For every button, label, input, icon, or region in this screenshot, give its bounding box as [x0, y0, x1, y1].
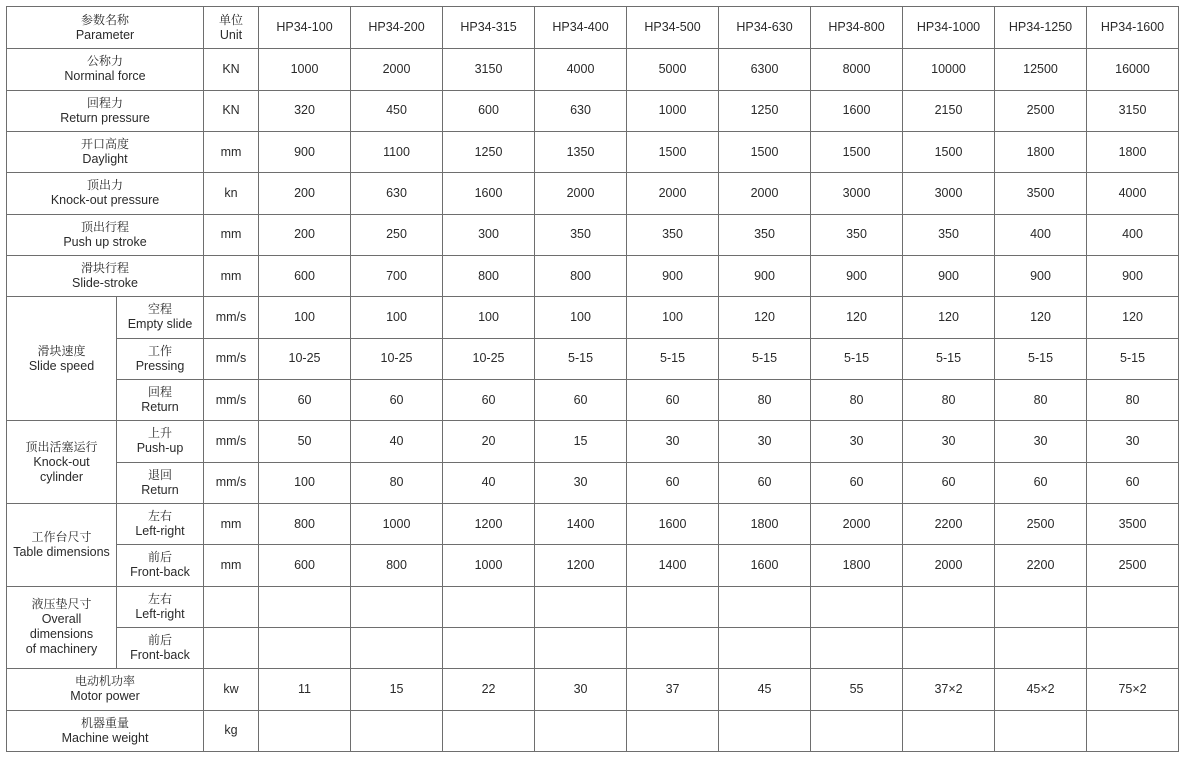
row-machine_weight-value [719, 710, 811, 751]
row-slide_speed-empty-value: 120 [903, 297, 995, 338]
model-header: HP34-1000 [903, 7, 995, 49]
row-slide_speed-return-value: 80 [903, 379, 995, 420]
row-daylight-value: 900 [259, 131, 351, 172]
row-machine_weight-value [995, 710, 1087, 751]
row-slide_speed-pressing-label-en: Pressing [135, 358, 185, 373]
row-slide_speed-pressing-value: 10-25 [443, 338, 535, 379]
row-knockout_cylinder-return-value: 60 [995, 462, 1087, 503]
row-pushup_stroke-value: 300 [443, 214, 535, 255]
row-return_pressure-value: 3150 [1087, 90, 1179, 131]
row-slide_stroke-value: 700 [351, 255, 443, 296]
row-slide_speed-empty-value: 100 [627, 297, 719, 338]
row-knockout_cylinder-return [7, 462, 1179, 503]
row-cushion_dimensions-front_back-value [535, 627, 627, 668]
row-slide_stroke-label-en: Slide-stroke [72, 276, 138, 291]
row-knockout_pressure-unit: kn [204, 173, 259, 214]
row-slide_speed-return-value: 60 [535, 379, 627, 420]
row-slide_speed-return-value: 60 [351, 379, 443, 420]
row-machine_weight-unit: kg [204, 710, 259, 751]
row-table_dimensions-left_right-label-zh: 左右 [148, 509, 173, 524]
row-knockout_cylinder-group-label-zh: 顶出活塞运行 [25, 439, 98, 454]
row-slide_speed-empty-unit: mm/s [204, 297, 259, 338]
row-table_dimensions-front_back-value: 2500 [1087, 545, 1179, 586]
row-cushion_dimensions-group-label-zh: 液压垫尺寸 [31, 597, 92, 612]
row-slide_speed-empty-value: 120 [995, 297, 1087, 338]
row-cushion_dimensions-left_right-value [535, 586, 627, 627]
row-cushion_dimensions-left_right-value [627, 586, 719, 627]
row-nominal_force [7, 49, 1179, 90]
row-cushion_dimensions-front_back-value [995, 627, 1087, 668]
row-cushion_dimensions-front_back-label-en: Front-back [130, 648, 190, 663]
row-cushion_dimensions-group-label-en-3: of machinery [25, 642, 98, 657]
row-return_pressure-value: 600 [443, 90, 535, 131]
row-slide_speed-empty-value: 100 [351, 297, 443, 338]
row-slide_stroke-unit: mm [204, 255, 259, 296]
row-cushion_dimensions-front_back-value [811, 627, 903, 668]
model-header: HP34-500 [627, 7, 719, 49]
row-slide_speed-return-value: 60 [443, 379, 535, 420]
row-slide_speed-empty-value: 100 [535, 297, 627, 338]
row-cushion_dimensions-front_back-value [259, 627, 351, 668]
parameter-header-en: Parameter [75, 27, 135, 42]
row-cushion_dimensions-left_right-value [903, 586, 995, 627]
row-motor_power-value: 55 [811, 669, 903, 710]
row-knockout_cylinder-pushup-value: 30 [995, 421, 1087, 462]
row-table_dimensions-left_right-value: 1200 [443, 503, 535, 544]
row-cushion_dimensions-front_back-label [117, 627, 204, 668]
row-cushion_dimensions-left_right-label-en: Left-right [135, 606, 185, 621]
row-slide_stroke-value: 800 [443, 255, 535, 296]
row-knockout_cylinder-pushup-value: 30 [719, 421, 811, 462]
row-table_dimensions-front_back-unit: mm [204, 545, 259, 586]
row-table_dimensions-front_back-label-en: Front-back [130, 565, 190, 580]
row-nominal_force-label-en: Norminal force [64, 69, 146, 84]
row-knockout_cylinder-return-value: 60 [903, 462, 995, 503]
row-slide_speed-pressing-value: 5-15 [811, 338, 903, 379]
row-table_dimensions-left_right-value: 3500 [1087, 503, 1179, 544]
row-slide_speed-group-label-en: Slide speed [28, 358, 95, 373]
row-cushion_dimensions-group-label-en-1: Overall [41, 612, 82, 627]
row-machine_weight-value [351, 710, 443, 751]
row-table_dimensions-left_right-value: 1600 [627, 503, 719, 544]
row-knockout_pressure-value: 2000 [627, 173, 719, 214]
row-knockout_cylinder-pushup-value: 20 [443, 421, 535, 462]
row-knockout_cylinder-pushup-value: 30 [903, 421, 995, 462]
row-nominal_force-value: 16000 [1087, 49, 1179, 90]
row-nominal_force-label-zh: 公称力 [87, 54, 124, 69]
row-pushup_stroke-value: 350 [719, 214, 811, 255]
row-slide_speed-empty [7, 297, 1179, 338]
row-daylight-value: 1100 [351, 131, 443, 172]
row-slide_speed-group-label-zh: 滑块速度 [37, 343, 86, 358]
row-return_pressure-value: 2150 [903, 90, 995, 131]
model-header: HP34-1600 [1087, 7, 1179, 49]
row-cushion_dimensions-front_back-value [627, 627, 719, 668]
row-slide_stroke-value: 900 [903, 255, 995, 296]
row-motor_power-value: 45×2 [995, 669, 1087, 710]
row-knockout_cylinder-return-label [117, 462, 204, 503]
row-slide_speed-empty-value: 120 [1087, 297, 1179, 338]
row-pushup_stroke-value: 400 [995, 214, 1087, 255]
row-slide_speed-pressing-value: 10-25 [259, 338, 351, 379]
row-slide_stroke-value: 900 [811, 255, 903, 296]
row-daylight-value: 1500 [811, 131, 903, 172]
row-return_pressure-value: 1000 [627, 90, 719, 131]
row-knockout_pressure-value: 2000 [719, 173, 811, 214]
row-table_dimensions-front_back-value: 800 [351, 545, 443, 586]
row-slide_speed-pressing-label [117, 338, 204, 379]
row-machine_weight-value [903, 710, 995, 751]
row-cushion_dimensions-front_back-value [443, 627, 535, 668]
row-slide_stroke-label [7, 255, 204, 296]
parameter-header-zh: 参数名称 [81, 12, 130, 27]
row-nominal_force-value: 6300 [719, 49, 811, 90]
row-pushup_stroke-label-zh: 顶出行程 [81, 219, 130, 234]
row-daylight-value: 1500 [627, 131, 719, 172]
row-table_dimensions-left_right [7, 503, 1179, 544]
row-cushion_dimensions-left_right-label-zh: 左右 [148, 591, 173, 606]
row-slide_speed-pressing-unit: mm/s [204, 338, 259, 379]
row-knockout_cylinder-return-value: 80 [351, 462, 443, 503]
row-cushion_dimensions-left_right-value [811, 586, 903, 627]
row-motor_power-value: 37×2 [903, 669, 995, 710]
row-table_dimensions-left_right-value: 2200 [903, 503, 995, 544]
row-slide_speed-return-label-zh: 回程 [148, 385, 173, 400]
row-table_dimensions-left_right-label [117, 503, 204, 544]
row-knockout_cylinder-return-value: 60 [719, 462, 811, 503]
row-knockout_cylinder-pushup-value: 30 [1087, 421, 1179, 462]
row-slide_speed-empty-value: 100 [259, 297, 351, 338]
row-pushup_stroke-label [7, 214, 204, 255]
row-daylight-label-zh: 开口高度 [81, 137, 130, 152]
row-slide_speed-empty-value: 120 [811, 297, 903, 338]
row-slide_stroke-value: 900 [995, 255, 1087, 296]
row-nominal_force-value: 4000 [535, 49, 627, 90]
row-knockout_cylinder-return-value: 60 [811, 462, 903, 503]
row-slide_speed-empty-value: 120 [719, 297, 811, 338]
row-cushion_dimensions-left_right-value [1087, 586, 1179, 627]
model-header: HP34-800 [811, 7, 903, 49]
row-return_pressure-label-zh: 回程力 [87, 95, 124, 110]
row-knockout_pressure-value: 200 [259, 173, 351, 214]
row-nominal_force-label [7, 49, 204, 90]
row-knockout_cylinder-pushup-value: 40 [351, 421, 443, 462]
row-nominal_force-value: 5000 [627, 49, 719, 90]
row-knockout_cylinder-pushup-label-zh: 上升 [148, 426, 173, 441]
row-pushup_stroke-value: 350 [535, 214, 627, 255]
row-slide_stroke-value: 600 [259, 255, 351, 296]
row-table_dimensions-left_right-value: 1000 [351, 503, 443, 544]
row-knockout_pressure [7, 173, 1179, 214]
row-motor_power-label-zh: 电动机功率 [75, 674, 136, 689]
row-table_dimensions-left_right-value: 800 [259, 503, 351, 544]
row-nominal_force-value: 12500 [995, 49, 1087, 90]
row-slide_speed-pressing-value: 5-15 [719, 338, 811, 379]
row-knockout_cylinder-return-value: 30 [535, 462, 627, 503]
row-table_dimensions-group-label [7, 503, 117, 586]
row-cushion_dimensions-front_back-value [719, 627, 811, 668]
row-knockout_cylinder-return-value: 100 [259, 462, 351, 503]
row-knockout_cylinder-pushup-unit: mm/s [204, 421, 259, 462]
row-pushup_stroke-value: 250 [351, 214, 443, 255]
row-knockout_cylinder-group-label-en-1: Knock-out [33, 454, 90, 469]
model-header: HP34-1250 [995, 7, 1087, 49]
row-knockout_pressure-label [7, 173, 204, 214]
model-header: HP34-200 [351, 7, 443, 49]
row-daylight-label [7, 131, 204, 172]
row-machine_weight-value [1087, 710, 1179, 751]
row-table_dimensions-group-label-zh: 工作台尺寸 [31, 529, 92, 544]
row-machine_weight-label-en: Machine weight [61, 730, 149, 745]
row-table_dimensions-left_right-value: 1800 [719, 503, 811, 544]
row-slide_stroke-value: 900 [627, 255, 719, 296]
model-header: HP34-100 [259, 7, 351, 49]
row-table_dimensions-group-label-en: Table dimensions [13, 544, 110, 559]
row-motor_power-value: 75×2 [1087, 669, 1179, 710]
row-pushup_stroke-value: 350 [627, 214, 719, 255]
row-return_pressure-label-en: Return pressure [60, 110, 150, 125]
row-slide_speed-empty-value: 100 [443, 297, 535, 338]
row-knockout_pressure-value: 2000 [535, 173, 627, 214]
row-slide_speed-pressing-label-zh: 工作 [148, 343, 173, 358]
row-slide_speed-pressing-value: 5-15 [995, 338, 1087, 379]
model-header: HP34-630 [719, 7, 811, 49]
row-table_dimensions-left_right-label-en: Left-right [135, 524, 185, 539]
row-slide_speed-group-label [7, 297, 117, 421]
row-motor_power-value: 30 [535, 669, 627, 710]
row-knockout_cylinder-pushup-value: 30 [627, 421, 719, 462]
row-cushion_dimensions-left_right-label [117, 586, 204, 627]
row-table_dimensions-front_back-label-zh: 前后 [148, 550, 173, 565]
row-knockout_pressure-value: 630 [351, 173, 443, 214]
row-daylight-value: 1500 [903, 131, 995, 172]
row-knockout_cylinder-pushup-value: 30 [811, 421, 903, 462]
row-return_pressure-value: 450 [351, 90, 443, 131]
row-knockout_cylinder-group-label [7, 421, 117, 504]
row-return_pressure-value: 2500 [995, 90, 1087, 131]
row-knockout_cylinder-pushup [7, 421, 1179, 462]
spec-table [6, 6, 1179, 752]
row-knockout_cylinder-return-label-en: Return [141, 482, 179, 497]
row-slide_speed-return-value: 80 [811, 379, 903, 420]
row-slide_speed-return-label-en: Return [141, 400, 179, 415]
row-cushion_dimensions-left_right-value [443, 586, 535, 627]
row-nominal_force-value: 8000 [811, 49, 903, 90]
row-slide_speed-return-value: 60 [259, 379, 351, 420]
row-daylight-value: 1500 [719, 131, 811, 172]
row-return_pressure-value: 630 [535, 90, 627, 131]
row-motor_power-value: 45 [719, 669, 811, 710]
row-knockout_cylinder-group-label-en-2: cylinder [39, 469, 84, 484]
row-knockout_pressure-value: 3000 [903, 173, 995, 214]
row-cushion_dimensions-left_right-value [351, 586, 443, 627]
row-knockout_pressure-label-zh: 顶出力 [87, 178, 124, 193]
row-slide_speed-empty-label-zh: 空程 [148, 302, 173, 317]
row-return_pressure-unit: KN [204, 90, 259, 131]
row-motor_power [7, 669, 1179, 710]
row-cushion_dimensions-left_right-unit [204, 586, 259, 627]
row-knockout_pressure-value: 3000 [811, 173, 903, 214]
row-return_pressure-value: 1250 [719, 90, 811, 131]
row-nominal_force-unit: KN [204, 49, 259, 90]
row-daylight [7, 131, 1179, 172]
row-pushup_stroke-unit: mm [204, 214, 259, 255]
row-slide_stroke-label-zh: 滑块行程 [81, 261, 130, 276]
row-knockout_cylinder-pushup-value: 50 [259, 421, 351, 462]
row-slide_stroke-value: 800 [535, 255, 627, 296]
row-motor_power-value: 22 [443, 669, 535, 710]
row-table_dimensions-front_back [7, 545, 1179, 586]
row-table_dimensions-front_back-value: 1600 [719, 545, 811, 586]
row-motor_power-label-en: Motor power [70, 689, 140, 704]
row-table_dimensions-front_back-value: 1200 [535, 545, 627, 586]
row-knockout_cylinder-return-unit: mm/s [204, 462, 259, 503]
row-cushion_dimensions-front_back-label-zh: 前后 [148, 633, 173, 648]
row-table_dimensions-front_back-value: 1400 [627, 545, 719, 586]
row-daylight-value: 1250 [443, 131, 535, 172]
row-slide_speed-return-value: 80 [719, 379, 811, 420]
row-motor_power-value: 15 [351, 669, 443, 710]
row-table_dimensions-left_right-value: 1400 [535, 503, 627, 544]
row-pushup_stroke-value: 200 [259, 214, 351, 255]
row-nominal_force-value: 10000 [903, 49, 995, 90]
parameter-header [7, 7, 204, 49]
row-pushup_stroke-value: 350 [811, 214, 903, 255]
row-return_pressure-value: 1600 [811, 90, 903, 131]
row-slide_speed-return-value: 60 [627, 379, 719, 420]
row-return_pressure-value: 320 [259, 90, 351, 131]
row-daylight-value: 1800 [995, 131, 1087, 172]
row-knockout_cylinder-return-value: 60 [627, 462, 719, 503]
row-nominal_force-value: 1000 [259, 49, 351, 90]
row-knockout_pressure-value: 3500 [995, 173, 1087, 214]
row-knockout_cylinder-pushup-value: 15 [535, 421, 627, 462]
row-table_dimensions-front_back-value: 1000 [443, 545, 535, 586]
row-knockout_cylinder-return-value: 40 [443, 462, 535, 503]
row-knockout_pressure-value: 1600 [443, 173, 535, 214]
row-slide_speed-return-unit: mm/s [204, 379, 259, 420]
row-cushion_dimensions-left_right-value [259, 586, 351, 627]
row-slide_speed-pressing-value: 5-15 [627, 338, 719, 379]
row-slide_speed-empty-label-en: Empty slide [127, 317, 193, 332]
row-motor_power-value: 11 [259, 669, 351, 710]
row-cushion_dimensions-left_right [7, 586, 1179, 627]
row-machine_weight-value [627, 710, 719, 751]
row-slide_speed-return-value: 80 [995, 379, 1087, 420]
row-nominal_force-value: 2000 [351, 49, 443, 90]
row-machine_weight [7, 710, 1179, 751]
row-slide_speed-pressing-value: 5-15 [535, 338, 627, 379]
row-slide_speed-empty-label [117, 297, 204, 338]
row-slide_speed-pressing [7, 338, 1179, 379]
row-cushion_dimensions-group-label [7, 586, 117, 669]
row-cushion_dimensions-left_right-value [719, 586, 811, 627]
row-daylight-value: 1350 [535, 131, 627, 172]
header-row [7, 7, 1179, 49]
row-knockout_pressure-value: 4000 [1087, 173, 1179, 214]
row-table_dimensions-front_back-value: 2000 [903, 545, 995, 586]
row-pushup_stroke-label-en: Push up stroke [63, 234, 147, 249]
row-slide_speed-pressing-value: 10-25 [351, 338, 443, 379]
row-machine_weight-value [811, 710, 903, 751]
row-slide_speed-pressing-value: 5-15 [903, 338, 995, 379]
model-header: HP34-315 [443, 7, 535, 49]
row-cushion_dimensions-front_back-value [903, 627, 995, 668]
row-slide_speed-return-value: 80 [1087, 379, 1179, 420]
row-pushup_stroke [7, 214, 1179, 255]
row-daylight-label-en: Daylight [82, 152, 128, 167]
row-table_dimensions-left_right-unit: mm [204, 503, 259, 544]
row-machine_weight-label-zh: 机器重量 [81, 715, 130, 730]
row-cushion_dimensions-front_back-value [1087, 627, 1179, 668]
unit-header-en: Unit [219, 27, 243, 42]
row-motor_power-label [7, 669, 204, 710]
row-slide_speed-pressing-value: 5-15 [1087, 338, 1179, 379]
spec-table-body [7, 7, 1179, 752]
row-table_dimensions-front_back-label [117, 545, 204, 586]
row-machine_weight-value [535, 710, 627, 751]
row-knockout_pressure-label-en: Knock-out pressure [50, 193, 160, 208]
row-table_dimensions-front_back-value: 600 [259, 545, 351, 586]
row-cushion_dimensions-front_back-unit [204, 627, 259, 668]
row-motor_power-value: 37 [627, 669, 719, 710]
row-knockout_cylinder-return-label-zh: 退回 [148, 467, 173, 482]
row-cushion_dimensions-group-label-en-2: dimensions [29, 627, 94, 642]
row-machine_weight-value [443, 710, 535, 751]
unit-header-zh: 单位 [219, 12, 244, 27]
row-pushup_stroke-value: 350 [903, 214, 995, 255]
row-cushion_dimensions-front_back-value [351, 627, 443, 668]
model-header: HP34-400 [535, 7, 627, 49]
unit-header [204, 7, 259, 49]
row-daylight-unit: mm [204, 131, 259, 172]
row-slide_stroke-value: 900 [719, 255, 811, 296]
row-nominal_force-value: 3150 [443, 49, 535, 90]
row-knockout_cylinder-return-value: 60 [1087, 462, 1179, 503]
row-machine_weight-label [7, 710, 204, 751]
row-pushup_stroke-value: 400 [1087, 214, 1179, 255]
row-table_dimensions-left_right-value: 2000 [811, 503, 903, 544]
row-daylight-value: 1800 [1087, 131, 1179, 172]
row-table_dimensions-front_back-value: 1800 [811, 545, 903, 586]
row-return_pressure-label [7, 90, 204, 131]
row-cushion_dimensions-left_right-value [995, 586, 1087, 627]
row-table_dimensions-front_back-value: 2200 [995, 545, 1087, 586]
row-machine_weight-value [259, 710, 351, 751]
row-table_dimensions-left_right-value: 2500 [995, 503, 1087, 544]
row-cushion_dimensions-front_back [7, 627, 1179, 668]
row-slide_stroke [7, 255, 1179, 296]
row-knockout_cylinder-pushup-label-en: Push-up [136, 441, 184, 456]
row-return_pressure [7, 90, 1179, 131]
row-slide_stroke-value: 900 [1087, 255, 1179, 296]
row-slide_speed-return [7, 379, 1179, 420]
row-knockout_cylinder-pushup-label [117, 421, 204, 462]
row-slide_speed-return-label [117, 379, 204, 420]
row-motor_power-unit: kw [204, 669, 259, 710]
